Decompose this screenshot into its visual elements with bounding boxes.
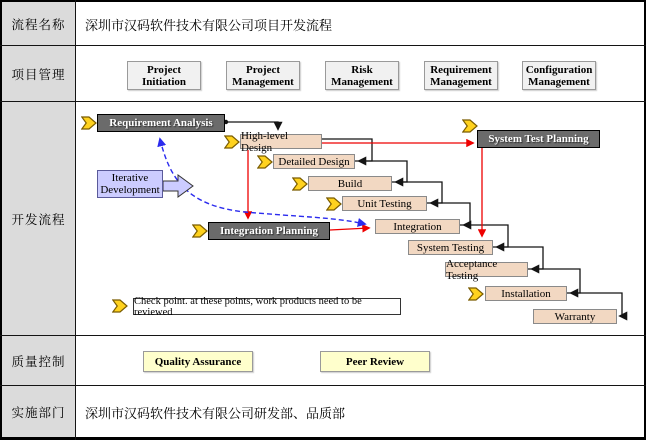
row-divider-2 [0, 101, 646, 102]
phase-label: Integration [393, 220, 442, 233]
phase-box-installation [485, 286, 567, 301]
checkpoint-legend-text: Check point. at these points, work products need to be reviewed [134, 295, 362, 318]
pm-box-line1: Configuration [525, 63, 593, 76]
pm-box-requirement-management [424, 61, 498, 90]
phase-label: Warranty [554, 310, 596, 323]
label-column-divider [75, 0, 76, 440]
quality-box-quality-assurance [143, 351, 253, 372]
checkpoint-arrow-icon [292, 177, 308, 191]
phase-label: System Test Planning [488, 133, 589, 145]
phase-box-warranty [533, 309, 617, 324]
pm-box-line2: Management [331, 75, 393, 88]
checkpoint-arrow-icon [326, 197, 342, 211]
phase-label: Acceptance Testing [446, 257, 498, 282]
phase-box-acceptance-testing [445, 257, 528, 282]
pm-box-line1: Project [246, 63, 280, 76]
row-label-text: 开发流程 [11, 211, 66, 227]
pm-box-line2: Management [430, 75, 492, 88]
implementation-dept-text: 深圳市汉码软件技术有限公司研发部、品质部 [85, 407, 346, 422]
note-line2: Development [100, 184, 160, 196]
phase-label: High-level Design [241, 129, 289, 154]
checkpoint-arrow-icon [462, 119, 478, 133]
phase-box-unit-testing [342, 196, 427, 211]
row-label-text: 流程名称 [11, 16, 66, 32]
pm-box-project-management [226, 61, 300, 90]
phase-label: Unit Testing [357, 197, 412, 210]
row-label-dev-process [2, 102, 75, 335]
pm-box-line1: Requirement [430, 63, 492, 76]
pm-box-configuration-management [522, 61, 596, 90]
checkpoint-arrow-icon [224, 135, 240, 149]
pm-box-project-initiation [127, 61, 201, 90]
checkpoint-arrow-icon [468, 287, 484, 301]
phase-box-requirement-analysis [97, 114, 225, 132]
row-divider-1 [0, 45, 646, 46]
phase-box-system-testing [408, 240, 493, 255]
phase-box-system-test-planning [477, 130, 600, 148]
pm-box-line1: Risk [351, 63, 373, 76]
checkpoint-arrow-icon [257, 155, 273, 169]
phase-label: Installation [501, 287, 551, 300]
phase-box-high-level-design [240, 129, 322, 154]
frame-top [0, 0, 646, 2]
phase-box-detailed-design [273, 154, 355, 169]
pm-box-risk-management [325, 61, 399, 90]
pm-box-line2: Management [528, 75, 590, 88]
phase-box-integration [375, 219, 460, 234]
phase-label: System Testing [416, 241, 485, 254]
phase-box-integration-planning [208, 222, 330, 240]
row-label-quality-ctrl [2, 336, 75, 385]
row-label-text: 项目管理 [11, 66, 66, 82]
pm-box-line2: Initiation [141, 75, 186, 88]
row-label-text: 质量控制 [11, 353, 66, 369]
checkpoint-legend [133, 295, 401, 318]
phase-label: Build [337, 177, 363, 190]
checkpoint-arrow-icon [81, 116, 97, 130]
iterative-development-note [97, 170, 163, 198]
phase-label: Integration Planning [219, 225, 319, 237]
row-label-project-mgmt [2, 46, 75, 101]
checkpoint-arrow-icon [192, 224, 208, 238]
pm-box-line2: Management [232, 75, 294, 88]
quality-box-peer-review [320, 351, 430, 372]
quality-box-label: Quality Assurance [154, 355, 242, 368]
pm-box-line1: Project [147, 63, 181, 76]
row-divider-4 [0, 385, 646, 386]
phase-label: Detailed Design [278, 155, 350, 168]
phase-label: Requirement Analysis [109, 117, 213, 129]
row-divider-3 [0, 335, 646, 336]
row-label-text: 实施部门 [11, 404, 66, 420]
quality-box-label: Peer Review [345, 355, 405, 368]
note-line1: Iterative [111, 172, 149, 184]
process-name-title: 深圳市汉码软件技术有限公司项目开发流程 [85, 19, 333, 34]
row-label-impl-dept [2, 386, 75, 437]
phase-box-build [308, 176, 392, 191]
checkpoint-arrow-icon [112, 299, 128, 313]
row-label-process-name [2, 2, 75, 45]
